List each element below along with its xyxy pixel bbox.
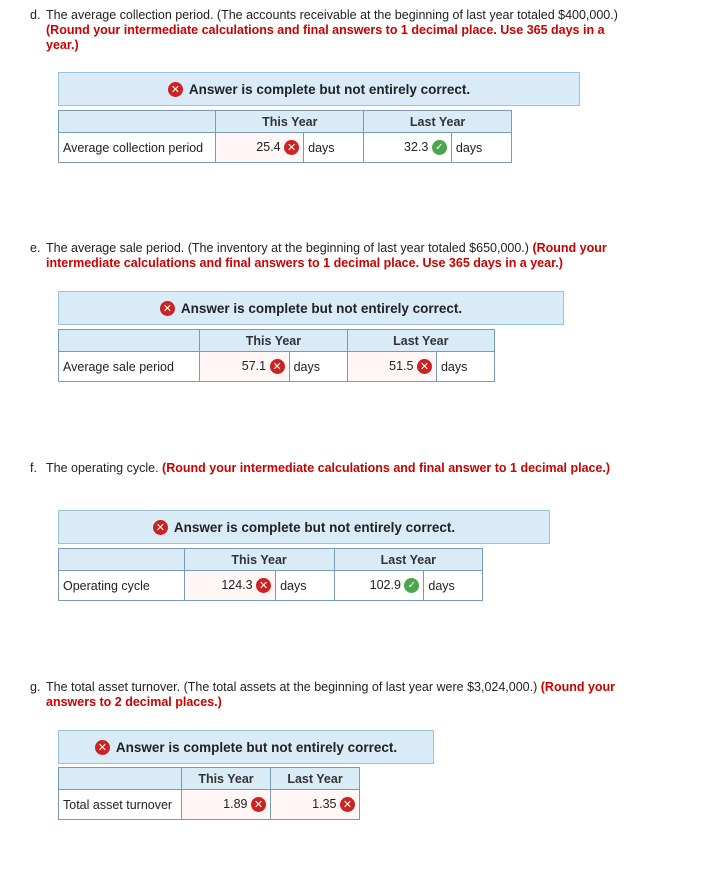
question-text: The average collection period. (The accounts receivable at the beginning of last year totaled $400,000.) [46, 8, 618, 22]
banner-text: Answer is complete but not entirely correct. [115, 739, 398, 755]
banner-text: Answer is complete but not entirely correct. [180, 300, 463, 316]
last-year-answer-field[interactable] [334, 571, 424, 601]
question-text: The operating cycle. [46, 461, 159, 475]
last-year-value: 51.5 [389, 358, 414, 373]
x-circle-icon: ✕ [340, 797, 355, 812]
last-year-answer-field[interactable] [347, 352, 436, 382]
unit-label: days [276, 571, 335, 601]
question-letter: e. [30, 241, 41, 255]
question-instruction: (Round your intermediate calculations and final answers to 1 decimal place. Use 365 days in a year.) [46, 23, 605, 52]
x-circle-icon: ✕ [160, 301, 175, 316]
this-year-answer-field[interactable] [200, 352, 289, 382]
question-letter: g. [30, 680, 41, 694]
answer-table-d [58, 110, 512, 163]
header-this-year: This Year [216, 111, 364, 133]
row-label: Average collection period [59, 133, 216, 163]
header-blank [59, 111, 216, 133]
answer-status-banner [58, 72, 580, 106]
header-blank [59, 330, 200, 352]
header-last-year: Last Year [347, 330, 494, 352]
question-text: The average sale period. (The inventory at the beginning of last year totaled $650,000.) [46, 241, 529, 255]
unit-label: days [289, 352, 347, 382]
last-year-value: 102.9 [369, 577, 401, 592]
header-blank [59, 768, 182, 790]
this-year-answer-field[interactable] [182, 790, 271, 820]
check-circle-icon: ✓ [432, 140, 447, 155]
row-label: Average sale period [59, 352, 200, 382]
this-year-value: 1.89 [223, 796, 248, 811]
x-circle-icon: ✕ [168, 82, 183, 97]
last-year-answer-field[interactable] [364, 133, 452, 163]
last-year-value: 1.35 [312, 796, 337, 811]
x-circle-icon: ✕ [284, 140, 299, 155]
unit-label: days [424, 571, 483, 601]
x-circle-icon: ✕ [256, 578, 271, 593]
header-this-year: This Year [200, 330, 347, 352]
row-label: Total asset turnover [59, 790, 182, 820]
x-circle-icon: ✕ [417, 359, 432, 374]
answer-table-f [58, 548, 483, 601]
answer-status-banner [58, 730, 434, 764]
question-letter: d. [30, 8, 41, 22]
banner-text: Answer is complete but not entirely correct. [173, 519, 456, 535]
last-year-answer-field[interactable] [271, 790, 360, 820]
check-circle-icon: ✓ [404, 578, 419, 593]
question-instruction: (Round your answers to 2 decimal places.) [46, 680, 616, 709]
row-label: Operating cycle [59, 571, 185, 601]
unit-label: days [436, 352, 494, 382]
unit-label: days [304, 133, 364, 163]
this-year-value: 25.4 [256, 139, 281, 154]
this-year-value: 57.1 [241, 358, 267, 373]
header-last-year: Last Year [271, 768, 360, 790]
question-d [30, 8, 640, 53]
this-year-answer-field[interactable] [216, 133, 304, 163]
question-text: The total asset turnover. (The total assets at the beginning of last year were $3,024,000.) [46, 680, 538, 694]
question-instruction: (Round your intermediate calculations and final answers to 1 decimal place. Use 365 days in a year.) [46, 241, 607, 270]
x-circle-icon: ✕ [153, 520, 168, 535]
this-year-value: 124.3 [221, 577, 253, 592]
x-circle-icon: ✕ [95, 740, 110, 755]
header-this-year: This Year [184, 549, 334, 571]
header-last-year: Last Year [364, 111, 512, 133]
question-g [30, 680, 640, 710]
answer-table-g [58, 767, 360, 820]
banner-text: Answer is complete but not entirely correct. [188, 81, 471, 97]
header-blank [59, 549, 185, 571]
x-circle-icon: ✕ [251, 797, 266, 812]
header-this-year: This Year [182, 768, 271, 790]
question-e [30, 241, 640, 271]
unit-label: days [451, 133, 511, 163]
question-letter: f. [30, 461, 37, 475]
answer-status-banner [58, 291, 564, 325]
answer-status-banner [58, 510, 550, 544]
header-last-year: Last Year [334, 549, 482, 571]
last-year-value: 32.3 [404, 139, 429, 154]
question-f [30, 461, 640, 476]
this-year-answer-field[interactable] [184, 571, 276, 601]
answer-table-e [58, 329, 495, 382]
x-circle-icon: ✕ [270, 359, 285, 374]
question-instruction: (Round your intermediate calculations and final answer to 1 decimal place.) [162, 461, 611, 475]
